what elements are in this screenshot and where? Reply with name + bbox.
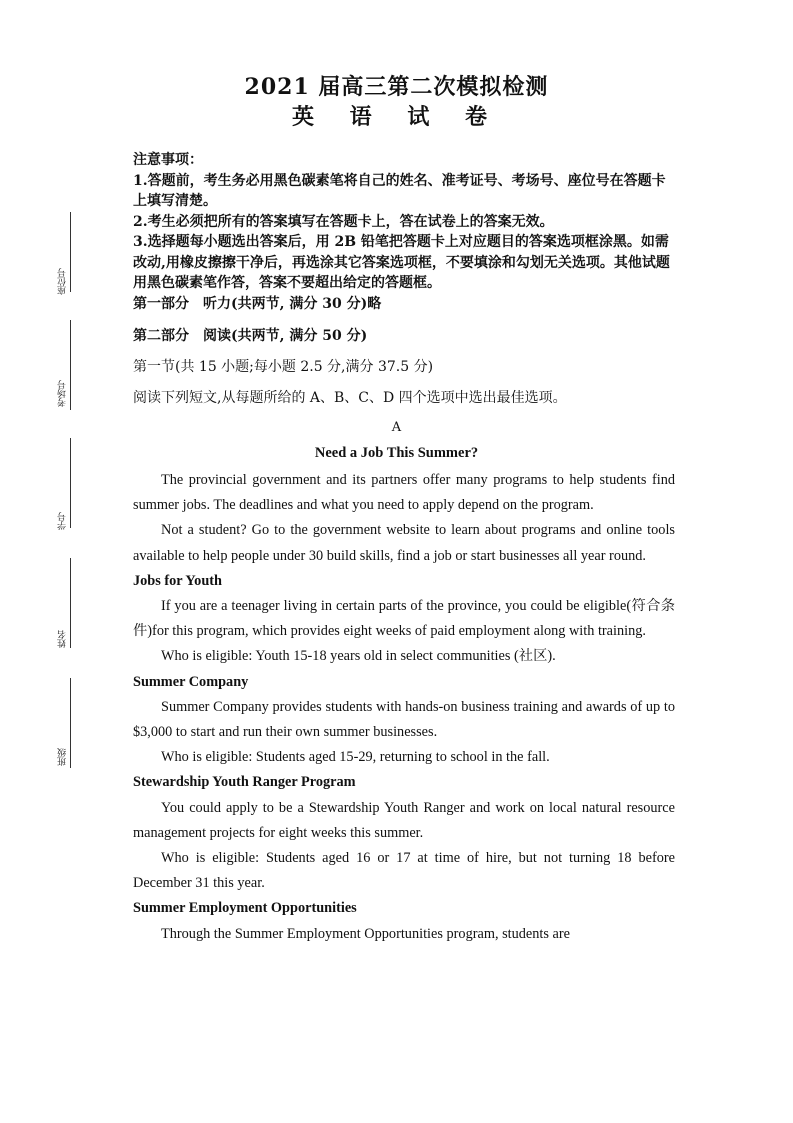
exam-notes [133, 150, 678, 314]
section-heading: Jobs for Youth [133, 572, 222, 589]
paragraph: Who is eligible: Students aged 15-29, returning to school in the fall. [161, 749, 550, 766]
paragraph: Through the Summer Employment Opportunities program, students are [161, 925, 570, 942]
seat-number-label: 座位号 [58, 268, 68, 295]
note-item-2: 2.考生必须把所有的答案填写在答题卡上，答在试卷上的答案无效。 [133, 213, 554, 230]
paragraph: Not a student? Go to the government website to learn about programs and online tools available to help people under 30 build skills, find a job or start businesses all year round. [133, 522, 675, 564]
passage-title: Need a Job This Summer? [314, 445, 479, 461]
passage-body [133, 468, 675, 947]
paragraph: Who is eligible: Youth 15-18 years old in select communities (社区). [161, 648, 556, 665]
paragraph: The provincial government and its partners offer many programs to help students find summer jobs. The deadlines and what you need to apply depend on the program. [133, 472, 675, 514]
exam-room-line[interactable] [70, 320, 71, 410]
exam-subtitle: 英 语 试 卷 [292, 104, 501, 130]
note-item-3: 3.选择题每小题选出答案后，用 2B 铅笔把答题卡上对应题目的答案选项框涂黑。如需改动,用橡皮擦擦干净后，再选涂其它答案选项框，不要填涂和勾划无关选项。其他试题用黑色碳素笔作答，答案不要超出给定的答题框。 [133, 234, 670, 291]
paragraph: If you are a teenager living in certain parts of the province, you could be eligible(符合条件)for this program, which provides eight weeks of paid employment along with training. [133, 598, 675, 640]
section-1-heading: 第一节(共 15 小题;每小题 2.5 分,满分 37.5 分) [133, 359, 434, 375]
part-1-heading: 第一部分 听力(共两节, 满分 30 分)略 [133, 295, 382, 312]
exam-room-label: 考场号 [58, 380, 68, 407]
paragraph: Summer Company provides students with hands-on business training and awards of up to $3,000 to start and run their own summer businesses. [133, 698, 675, 741]
part-2-heading: 第二部分 阅读(共两节, 满分 50 分) [133, 328, 368, 344]
section-heading: Summer Employment Opportunities [133, 900, 357, 917]
name-label: 姓名 [58, 630, 68, 648]
name-line[interactable] [70, 558, 71, 648]
paragraph: You could apply to be a Stewardship Youth Ranger and work on local natural resource management projects for eight weeks this summer. [133, 799, 675, 841]
section-heading: Stewardship Youth Ranger Program [133, 774, 356, 791]
reading-instruction: 阅读下列短文,从每题所给的 A、B、C、D 四个选项中选出最佳选项。 [133, 390, 567, 406]
note-item-1: 1.答题前，考生务必用黑色碳素笔将自己的姓名、准考证号、考场号、座位号在答题卡上填写清楚。 [133, 172, 666, 209]
exam-title: 2021 届高三第二次模拟检测 [244, 74, 549, 100]
notes-heading: 注意事项： [133, 152, 203, 168]
class-line[interactable] [70, 678, 71, 768]
student-id-label: 学号 [58, 512, 68, 530]
section-heading: Summer Company [133, 673, 249, 690]
paragraph: Who is eligible: Students aged 16 or 17 at time of hire, but not turning 18 before December 31 this year. [133, 850, 675, 892]
passage-label: A [391, 420, 402, 435]
class-label: 班级 [58, 748, 68, 766]
seat-number-line[interactable] [70, 212, 71, 292]
